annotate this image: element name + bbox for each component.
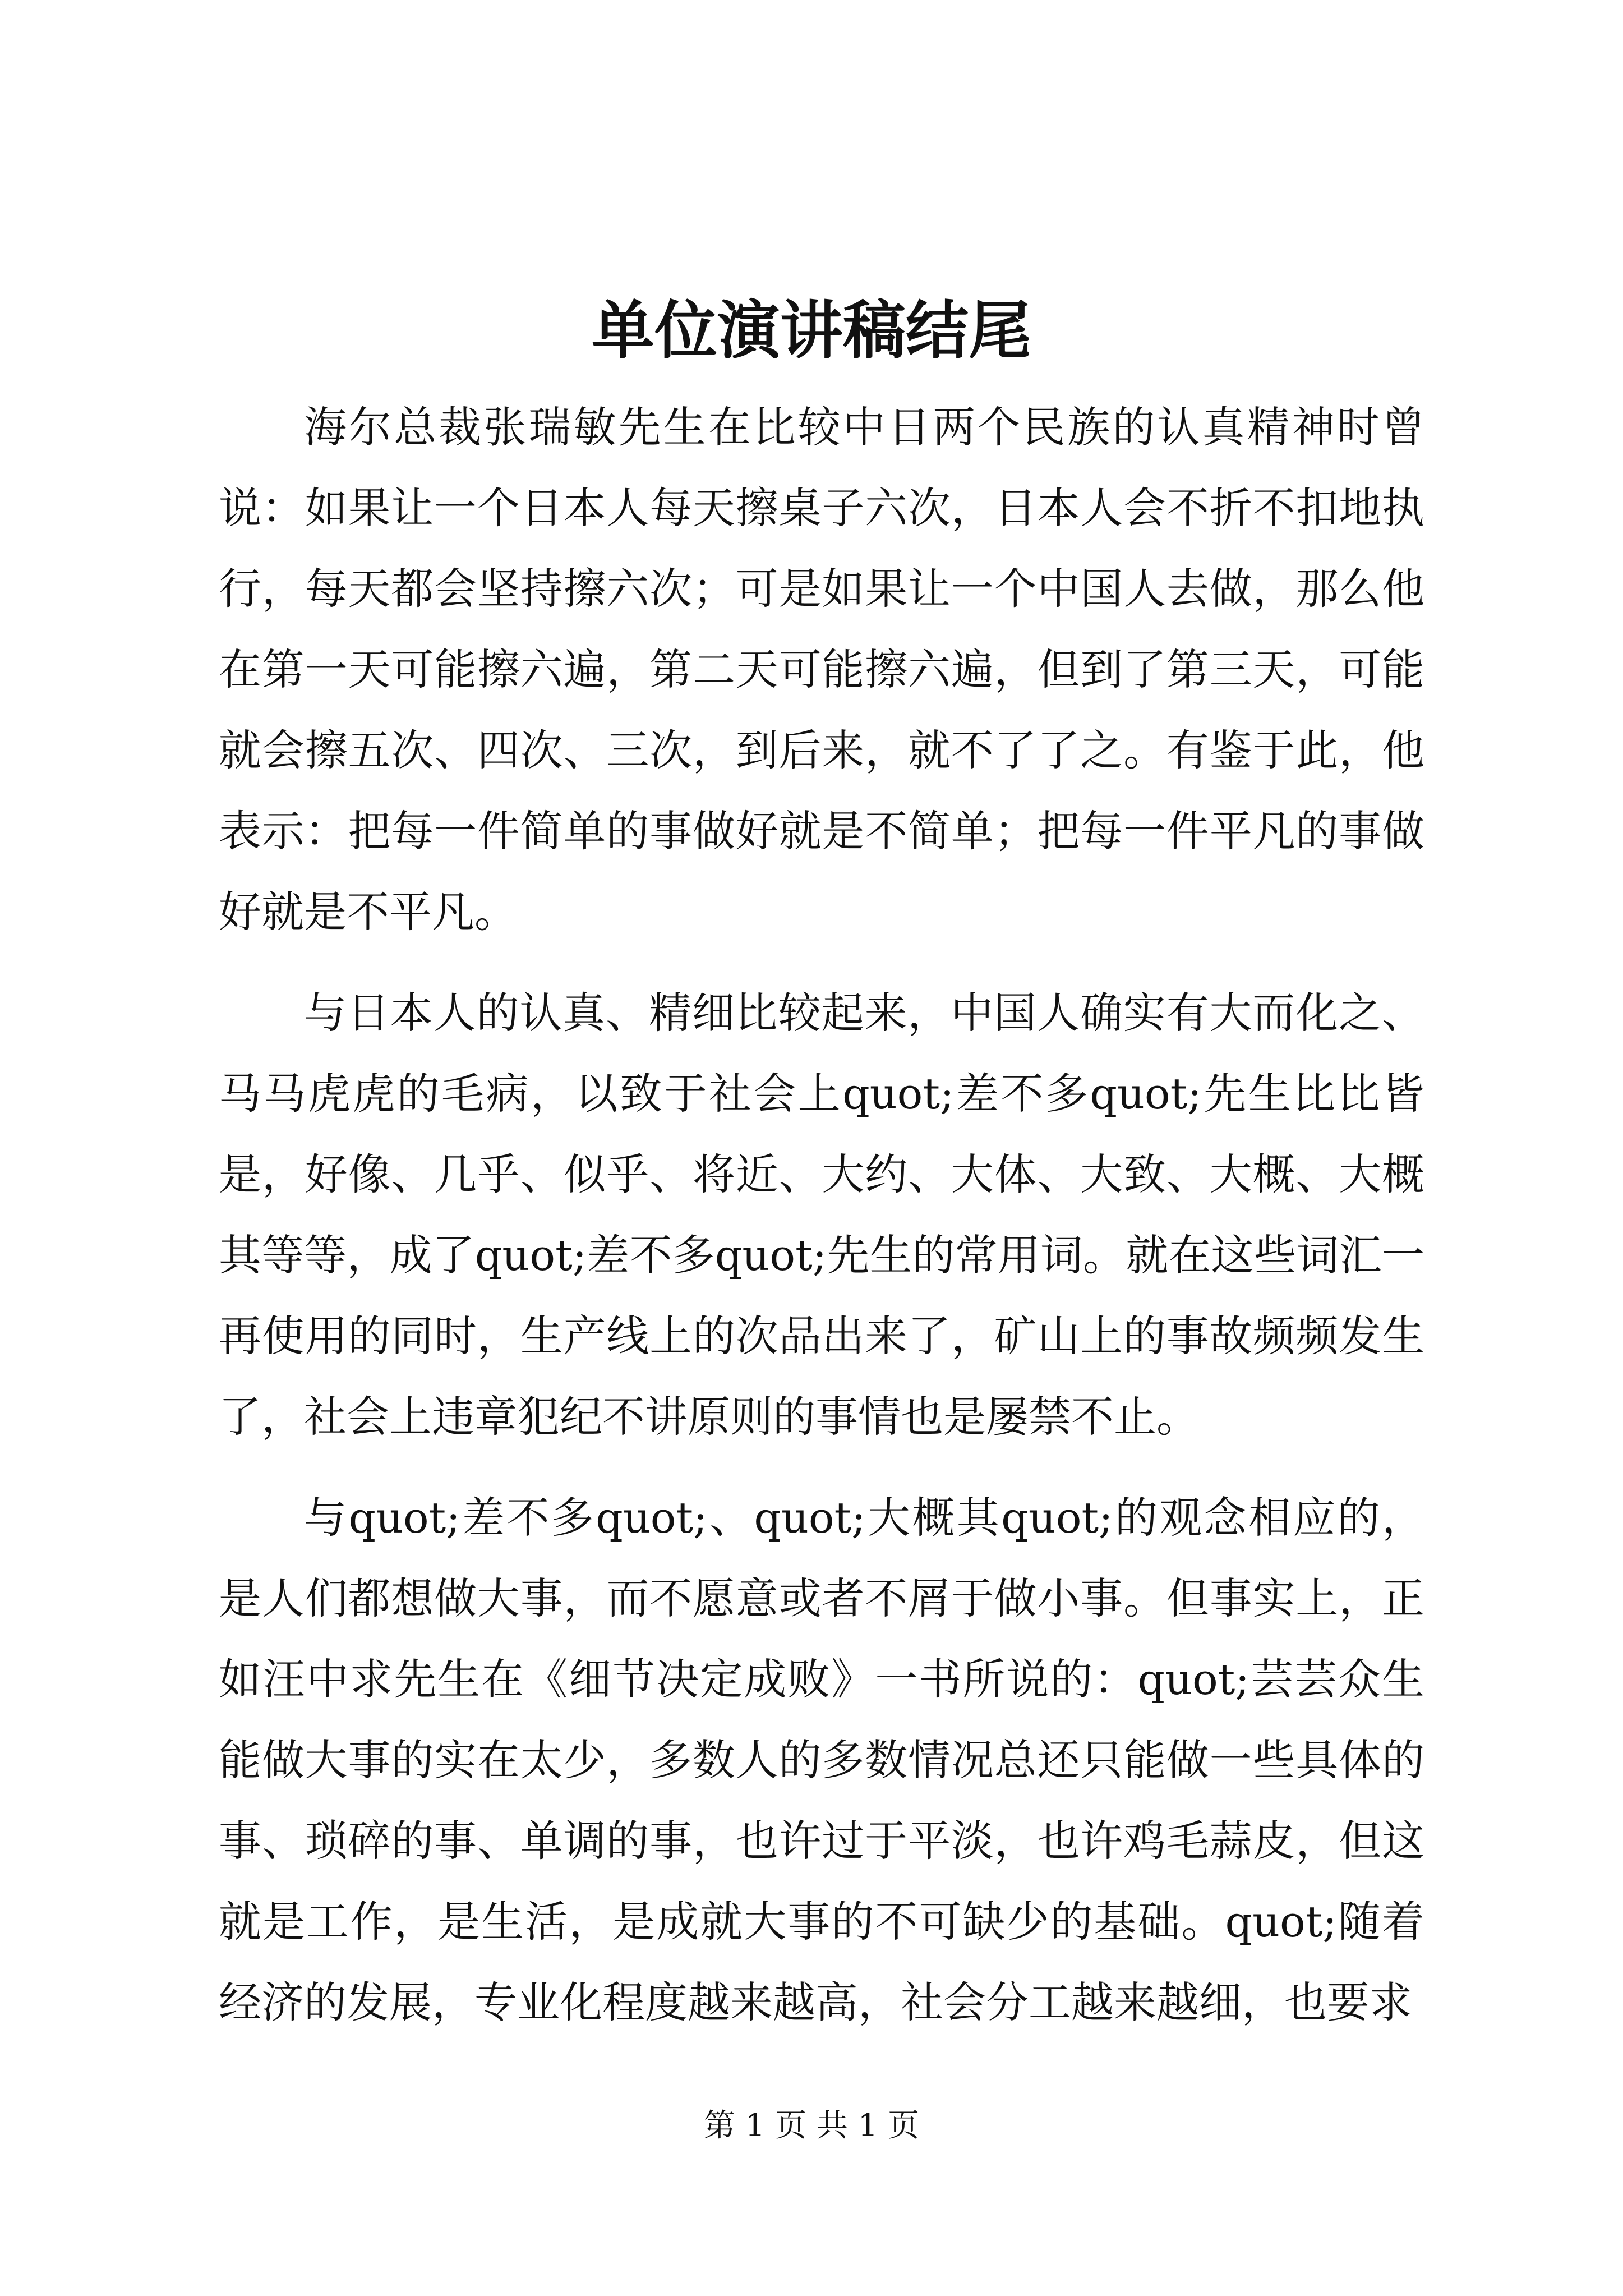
page-title: 单位演讲稿结尾 (592, 294, 1031, 367)
paragraph-2: 与日本人的认真、精细比较起来，中国人确实有大而化之、马马虎虎的毛病，以致于社会上quot;差不多quot;先生比比皆是，好像、几乎、似乎、将近、大约、大体、大致、大概、大概其等等，成了quot;差不多quot;先生的常用词。就在这些词汇一再使用的同时，生产线上的次品出来了，矿山上的事故频频发生了，社会上违章犯纪不讲原则的事情也是屡禁不止。 (219, 988, 1424, 1442)
document-body (219, 387, 1424, 2063)
paragraph-3: 与quot;差不多quot;、quot;大概其quot;的观念相应的，是人们都想做大事，而不愿意或者不屑于做小事。但事实上，正如汪中求先生在《细节决定成败》一书所说的：quot;芸芸众生能做大事的实在太少，多数人的多数情况总还只能做一些具体的事、琐碎的事、单调的事，也许过于平淡，也许鸡毛蒜皮，但这就是工作，是生活，是成就大事的不可缺少的基础。quot;随着经济的发展，专业化程度越来越高，社会分工越来越细，也要求 (219, 1493, 1424, 2027)
page-footer: 第 1 页 共 1 页 (703, 2108, 920, 2144)
paragraph-1: 海尔总裁张瑞敏先生在比较中日两个民族的认真精神时曾说：如果让一个日本人每天擦桌子六次，日本人会不折不扣地执行，每天都会坚持擦六次；可是如果让一个中国人去做，那么他在第一天可能擦六遍，第二天可能擦六遍，但到了第三天，可能就会擦五次、四次、三次，到后来，就不了了之。有鉴于此，他表示：把每一件简单的事做好就是不简单；把每一件平凡的事做好就是不平凡。 (219, 402, 1424, 937)
